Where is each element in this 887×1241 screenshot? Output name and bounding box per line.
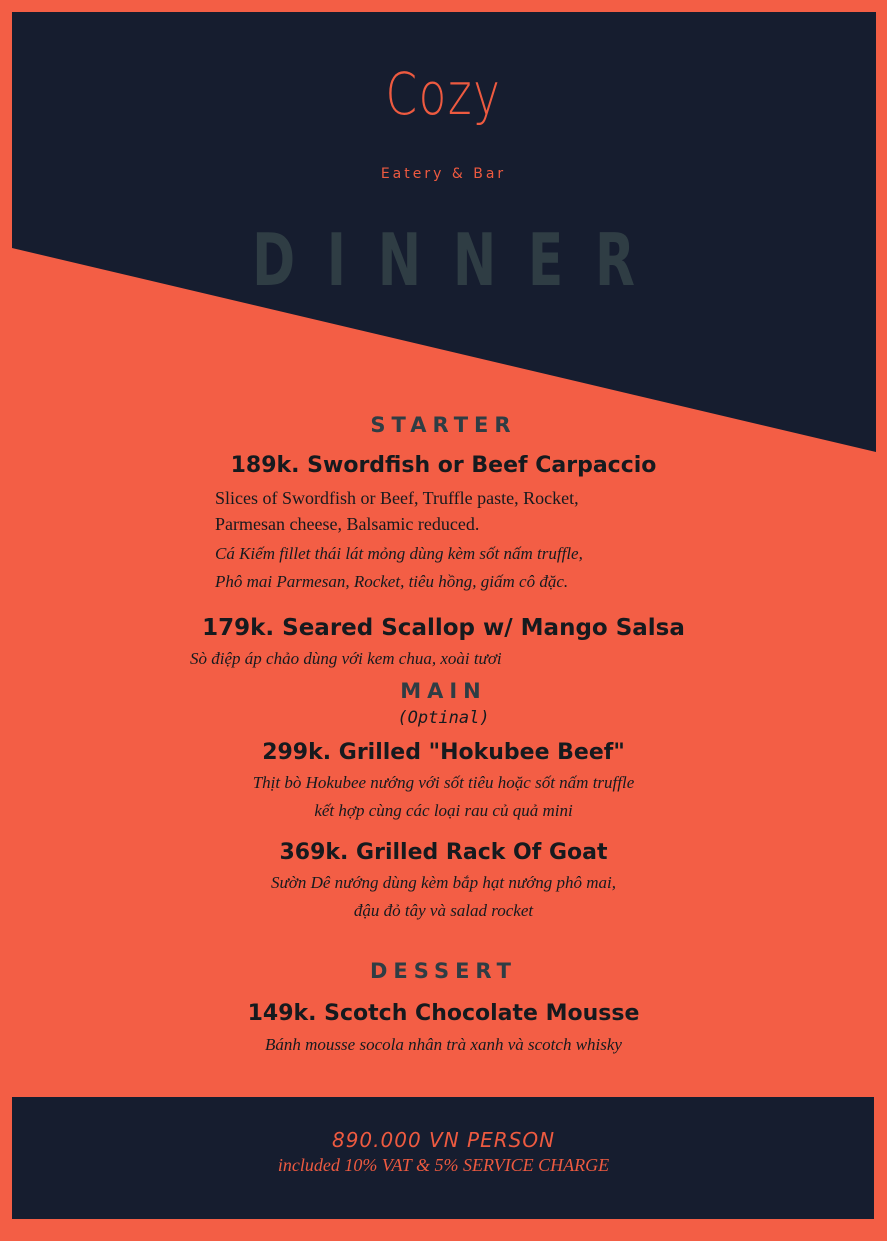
section-heading-starter: STARTER — [370, 413, 517, 437]
section-heading-main: MAIN — [400, 679, 487, 703]
dish-description-vn — [0, 869, 887, 925]
brand-logo: Cozy — [385, 60, 502, 128]
dish-description-vn — [0, 769, 887, 825]
dish-name: 299k. Grilled "Hokubee Beef" — [262, 740, 625, 765]
description-line: Parmesan cheese, Balsamic reduced. — [215, 514, 480, 534]
brand-subtitle: Eatery & Bar — [380, 166, 507, 182]
description-line: Sò điệp áp chảo dùng với kem chua, xoài tươi — [190, 649, 502, 668]
description-line: đậu đỏ tây và salad rocket — [353, 901, 534, 920]
description-line: Phô mai Parmesan, Rocket, tiêu hồng, giấm cô đặc. — [215, 572, 569, 591]
description-line: Bánh mousse socola nhân trà xanh và scotch whisky — [265, 1035, 622, 1054]
dish-description-vn — [190, 645, 790, 673]
description-line: Cá Kiếm fillet thái lát mỏng dùng kèm sốt nấm truffle, — [215, 544, 583, 563]
dish-description-vn — [215, 540, 815, 596]
dish-name: 149k. Scotch Chocolate Mousse — [247, 1001, 640, 1026]
price-per-person: 890.000 VN PERSON — [331, 1128, 556, 1152]
menu-title: DINNER — [252, 218, 667, 302]
optional-note: (Optinal) — [397, 708, 490, 728]
price-note: included 10% VAT & 5% SERVICE CHARGE — [277, 1155, 610, 1175]
description-line: Slices of Swordfish or Beef, Truffle paste, Rocket, — [215, 488, 579, 508]
description-line: kết hợp cùng các loại rau củ quả mini — [314, 801, 573, 820]
dish-description-en — [215, 485, 815, 537]
description-line: Thịt bò Hokubee nướng với sốt tiêu hoặc sốt nấm truffle — [252, 773, 635, 792]
dish-name: 369k. Grilled Rack Of Goat — [279, 840, 608, 865]
dish-description-vn — [0, 1031, 887, 1059]
dish-name: 179k. Seared Scallop w/ Mango Salsa — [202, 615, 685, 641]
section-heading-dessert: DESSERT — [370, 959, 517, 983]
dish-name: 189k. Swordfish or Beef Carpaccio — [230, 453, 657, 478]
description-line: Sườn Dê nướng dùng kèm bắp hạt nướng phô mai, — [271, 873, 616, 892]
